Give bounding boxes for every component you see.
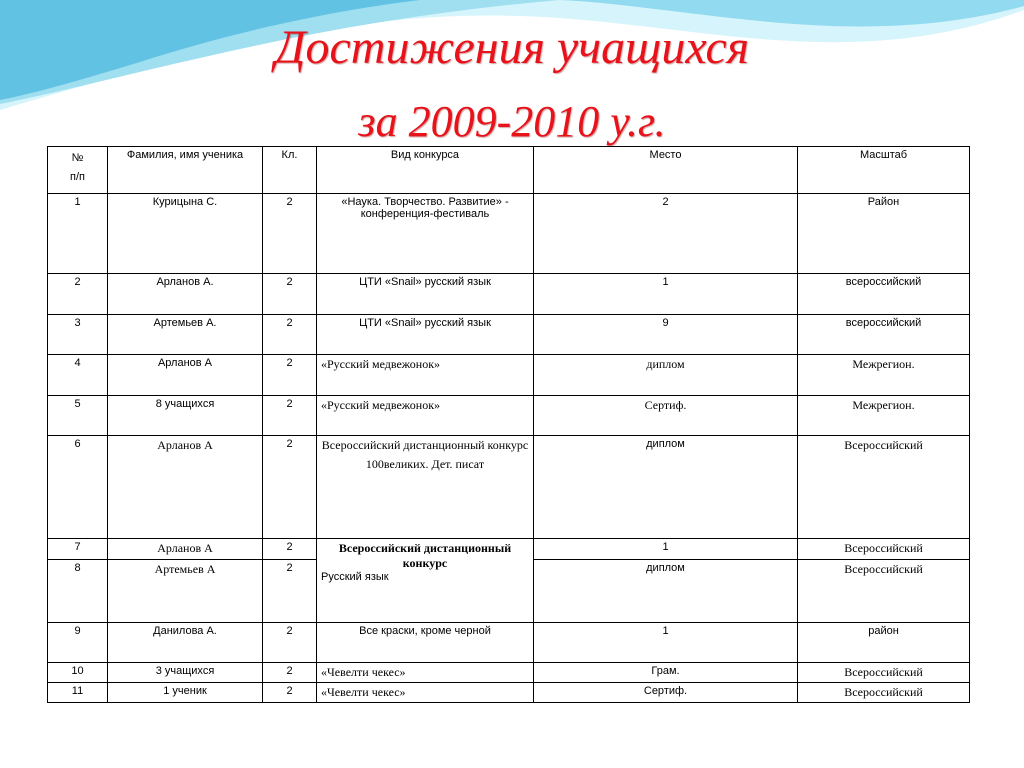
- header-scale: Масштаб: [798, 147, 970, 194]
- header-name: Фамилия, имя ученика: [108, 147, 263, 194]
- achievements-table: [47, 146, 970, 703]
- table-row: [48, 663, 970, 683]
- cell-place: 1: [534, 539, 798, 560]
- page-title: Достижения учащихся: [274, 21, 750, 74]
- cell-place: Сертиф.: [534, 396, 798, 436]
- cell-scale: Межрегион.: [798, 396, 970, 436]
- table-row: [48, 683, 970, 703]
- header-place: Место: [534, 147, 798, 194]
- table-row: [48, 194, 970, 274]
- cell-grade: 2: [263, 623, 317, 663]
- cell-contest: [317, 539, 534, 623]
- cell-place: 1: [534, 274, 798, 315]
- cell-place: диплом: [534, 436, 798, 539]
- cell-scale: Межрегион.: [798, 355, 970, 396]
- contest-title: Всероссийский дистанционный конкурс: [338, 541, 512, 570]
- table-row: [48, 623, 970, 663]
- table-row: [48, 274, 970, 315]
- header-num-symbol: №: [71, 152, 84, 164]
- cell-num: 8: [48, 560, 108, 623]
- cell-contest: [317, 436, 534, 539]
- contest-title: Всероссийский дистанционный конкурс: [321, 438, 529, 452]
- cell-grade: 2: [263, 315, 317, 355]
- cell-name: Арланов А: [108, 539, 263, 560]
- cell-contest: «Русский медвежонок»: [317, 355, 534, 396]
- table-row: [48, 539, 970, 560]
- cell-scale: Всероссийский: [798, 436, 970, 539]
- cell-name: Курицына С.: [108, 194, 263, 274]
- table-row: [48, 396, 970, 436]
- cell-contest: «Наука. Творчество. Развитие» - конференция-фестиваль: [317, 194, 534, 274]
- cell-contest: ЦТИ «Snail» русский язык: [317, 315, 534, 355]
- cell-scale: всероссийский: [798, 274, 970, 315]
- cell-num: 11: [48, 683, 108, 703]
- cell-num: 1: [48, 194, 108, 274]
- cell-grade: 2: [263, 396, 317, 436]
- cell-num: 5: [48, 396, 108, 436]
- cell-grade: 2: [263, 436, 317, 539]
- header-num-label: п/п: [70, 171, 85, 183]
- contest-subtitle: Русский язык: [321, 571, 389, 583]
- cell-contest: «Чевелти чекес»: [317, 683, 534, 703]
- cell-place: 2: [534, 194, 798, 274]
- cell-contest: «Русский медвежонок»: [317, 396, 534, 436]
- cell-name: 1 ученик: [108, 683, 263, 703]
- cell-num: 9: [48, 623, 108, 663]
- cell-num: 4: [48, 355, 108, 396]
- cell-grade: 2: [263, 274, 317, 315]
- header-num: [48, 147, 108, 194]
- cell-name: Артемьев А.: [108, 315, 263, 355]
- cell-place: диплом: [534, 355, 798, 396]
- cell-grade: 2: [263, 355, 317, 396]
- table-row: [48, 315, 970, 355]
- cell-scale: Всероссийский: [798, 539, 970, 560]
- table-header-row: [48, 147, 970, 194]
- cell-contest: Все краски, кроме черной: [317, 623, 534, 663]
- cell-grade: 2: [263, 560, 317, 623]
- cell-name: Арланов А.: [108, 274, 263, 315]
- cell-name: Арланов А: [108, 436, 263, 539]
- table-row: [48, 436, 970, 539]
- contest-subtitle: 100великих. Дет. писат: [365, 457, 485, 471]
- cell-place: 9: [534, 315, 798, 355]
- cell-grade: 2: [263, 539, 317, 560]
- cell-num: 7: [48, 539, 108, 560]
- header-contest: Вид конкурса: [317, 147, 534, 194]
- header-grade: Кл.: [263, 147, 317, 194]
- cell-grade: 2: [263, 663, 317, 683]
- cell-scale: Всероссийский: [798, 683, 970, 703]
- cell-scale: район: [798, 623, 970, 663]
- page-subtitle: за 2009-2010 у.г.: [358, 97, 666, 146]
- cell-name: Данилова А.: [108, 623, 263, 663]
- cell-place: Сертиф.: [534, 683, 798, 703]
- cell-contest: ЦТИ «Snail» русский язык: [317, 274, 534, 315]
- cell-name: Артемьев А: [108, 560, 263, 623]
- cell-place: диплом: [534, 560, 798, 623]
- cell-scale: всероссийский: [798, 315, 970, 355]
- cell-place: 1: [534, 623, 798, 663]
- cell-scale: Всероссийский: [798, 663, 970, 683]
- cell-num: 3: [48, 315, 108, 355]
- cell-grade: 2: [263, 683, 317, 703]
- cell-num: 6: [48, 436, 108, 539]
- cell-num: 2: [48, 274, 108, 315]
- cell-scale: Район: [798, 194, 970, 274]
- cell-place: Грам.: [534, 663, 798, 683]
- cell-scale: Всероссийский: [798, 560, 970, 623]
- cell-num: 10: [48, 663, 108, 683]
- cell-contest: «Чевелти чекес»: [317, 663, 534, 683]
- cell-name: 3 учащихся: [108, 663, 263, 683]
- cell-grade: 2: [263, 194, 317, 274]
- table-row: [48, 355, 970, 396]
- cell-name: Арланов А: [108, 355, 263, 396]
- cell-name: 8 учащихся: [108, 396, 263, 436]
